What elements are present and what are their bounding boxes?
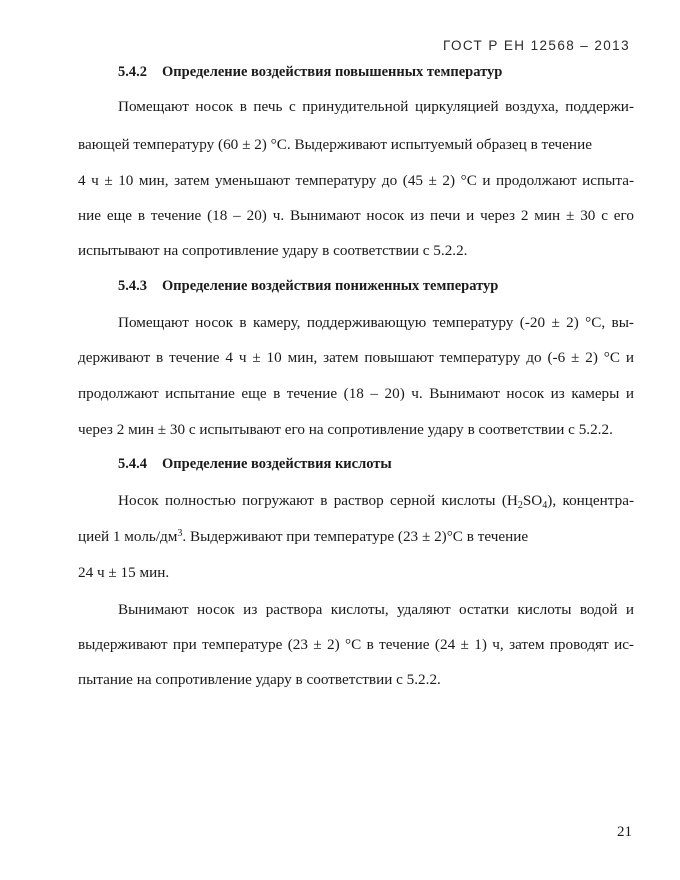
section-title: Определение воздействия повышенных температур [162, 64, 503, 80]
text-run: . Выдерживают при температуре (23 ± 2)°С в течение [182, 528, 529, 545]
paragraph-line: держивают в течение 4 ч ± 10 мин, затем повышают температуру до (-6 ± 2) °С и [78, 349, 634, 366]
paragraph-line: ние еще в течение (18 – 20) ч. Вынимают носок из печи и через 2 мин ± 30 с его [78, 207, 634, 224]
paragraph-line: выдерживают при температуре (23 ± 2) °С в течение (24 ± 1) ч, затем проводят ис- [78, 636, 634, 653]
paragraph-line-units [78, 527, 634, 547]
section-heading-5-4-2 [118, 64, 502, 81]
paragraph-line: вающей температуру (60 ± 2) °С. Выдерживают испытуемый образец в течение [78, 136, 592, 153]
superscript: 3 [177, 528, 183, 539]
paragraph-line-formula [118, 491, 634, 511]
section-number: 5.4.2 [118, 64, 147, 80]
section-title: Определение воздействия кислоты [162, 456, 392, 472]
section-number: 5.4.3 [118, 278, 147, 294]
text-run: SO [522, 492, 543, 509]
paragraph-line: 4 ч ± 10 мин, затем уменьшают температуру до (45 ± 2) °С и продолжают испыта- [78, 172, 634, 189]
paragraph-line: пытание на сопротивление удару в соответствии с 5.2.2. [78, 671, 441, 688]
section-number: 5.4.4 [118, 456, 147, 472]
text-run: Носок полностью погружают в раствор серной кислоты (H [118, 492, 518, 509]
paragraph-line: через 2 мин ± 30 с испытывают его на сопротивление удару в соответствии с 5.2.2. [78, 421, 613, 438]
paragraph-line: Помещают носок в печь с принудительной циркуляцией воздуха, поддержи- [118, 98, 634, 115]
text-run: ), концентра- [547, 492, 634, 509]
page-number: 21 [617, 824, 632, 840]
subscript: 4 [542, 500, 548, 511]
section-heading-5-4-4 [118, 456, 392, 473]
text-run: цией 1 моль/дм [78, 528, 178, 545]
section-title: Определение воздействия пониженных температур [162, 278, 499, 294]
paragraph-line: Вынимают носок из раствора кислоты, удаляют остатки кислоты водой и [118, 601, 634, 618]
paragraph-line: продолжают испытание еще в течение (18 – 20) ч. Вынимают носок из камеры и [78, 385, 634, 402]
paragraph-line: Помещают носок в камеру, поддерживающую температуру (-20 ± 2) °С, вы- [118, 314, 634, 331]
subscript: 2 [517, 500, 523, 511]
paragraph-line: 24 ч ± 15 мин. [78, 564, 170, 581]
paragraph-line: испытывают на сопротивление удару в соответствии с 5.2.2. [78, 242, 468, 259]
standard-header: ГОСТ Р ЕН 12568 – 2013 [443, 38, 630, 53]
section-heading-5-4-3 [118, 278, 498, 295]
